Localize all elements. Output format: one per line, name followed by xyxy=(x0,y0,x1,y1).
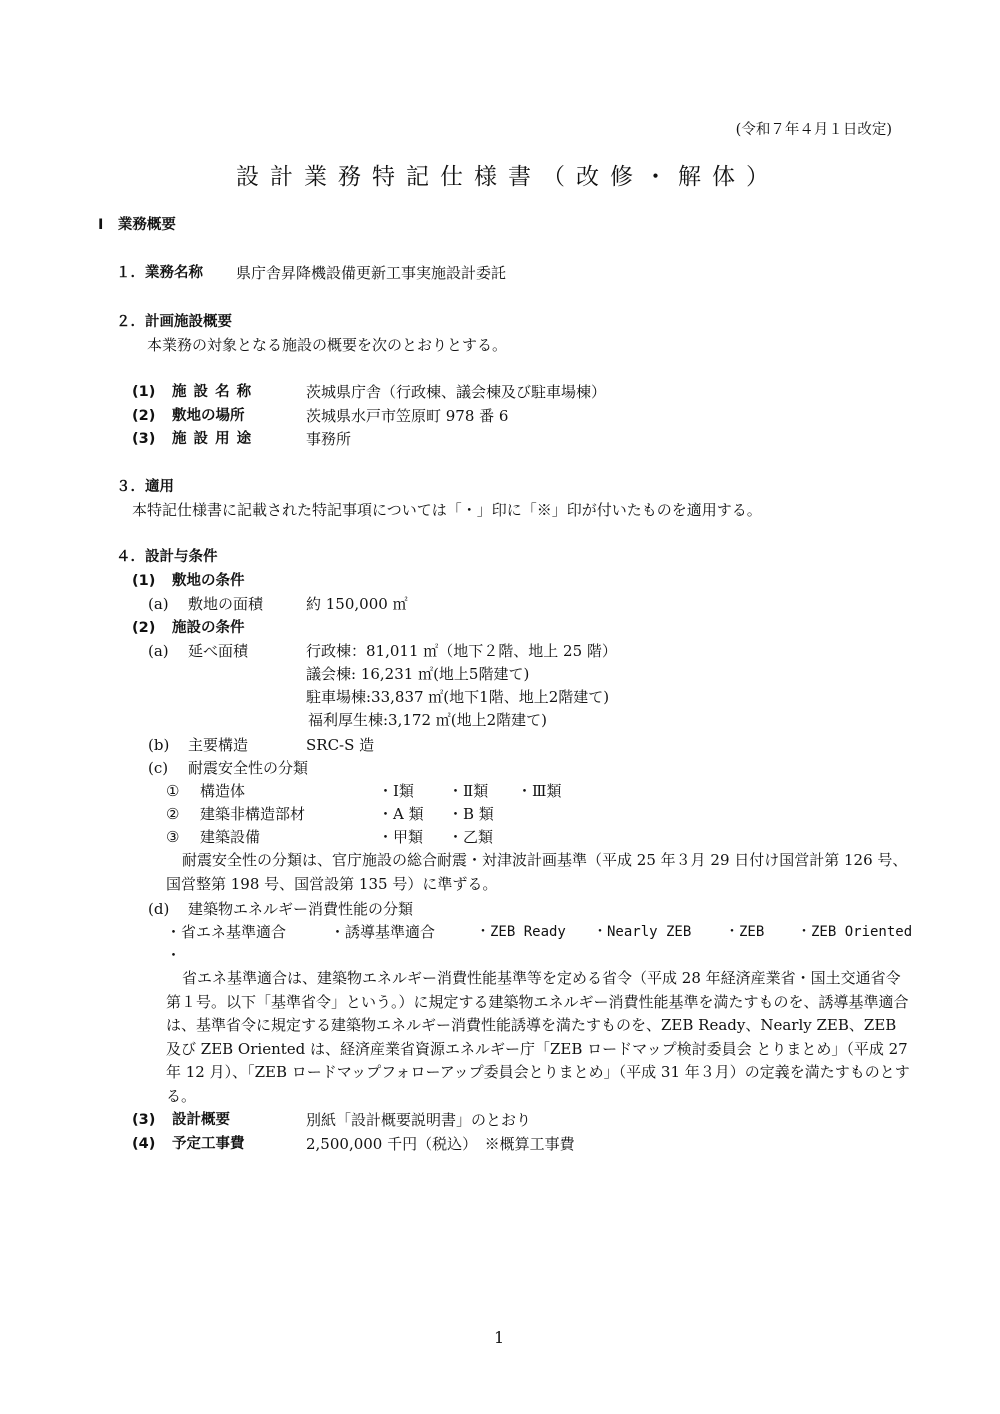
item1-value: 県庁舎昇降機設備更新工事実施設計委託 xyxy=(236,264,507,282)
subitem-label: 耐震安全性の分類 xyxy=(188,759,309,777)
sub-num: (1) xyxy=(132,573,156,589)
facility-row-label: 施 設 名 称 xyxy=(172,384,253,400)
item3-heading: ３．適用 xyxy=(116,479,174,495)
seismic-note: 耐震安全性の分類は、官庁施設の総合耐震・対津波計画基準（平成 25 年３月 29 日付け国営計第 126 号、国営整第 198 号、国営設第 135 号）に準ずる。 xyxy=(166,851,908,893)
seismic-option: ・Ⅱ類 xyxy=(448,782,489,800)
facility-row-num: (1) xyxy=(132,384,156,400)
subitem-num: (b) xyxy=(148,736,170,754)
subitem-num: (c) xyxy=(148,759,169,777)
floor-area-line: 議会棟: 16,231 ㎡(地上5階建て) xyxy=(306,665,530,683)
subitem-value: SRC-S 造 xyxy=(306,736,375,754)
item2-heading: ２．計画施設概要 xyxy=(116,314,232,330)
sub-num: (2) xyxy=(132,620,156,636)
seismic-option: ・B 類 xyxy=(448,805,494,823)
floor-area-line: 福利厚生棟:3,172 ㎡(地上2階建て) xyxy=(308,711,548,729)
revision-note: (令和７年４月１日改定) xyxy=(735,122,892,138)
subitem-label: 延べ面積 xyxy=(188,642,249,660)
seismic-option: ・A 類 xyxy=(378,805,424,823)
item4-heading: ４．設計与条件 xyxy=(116,549,218,565)
sub-value: 2,500,000 千円（税込） ※概算工事費 xyxy=(306,1135,575,1153)
subitem-label: 建築物エネルギー消費性能の分類 xyxy=(188,900,414,918)
document-title: 設計業務特記仕様書（改修・解体） xyxy=(236,164,780,190)
floor-area-line: 駐車場棟:33,837 ㎡(地下1階、地上2階建て) xyxy=(306,688,610,706)
energy-note: 省エネ基準適合は、建築物エネルギー消費性能基準等を定める省令（平成 28 年経済産業省・国土交通省令第１号。以下「基準省令」という。）に規定する建築物エネルギー消費性能基準を満たすものを、誘導基準適合は、基準省令に規定する建築物エネルギー消費性能誘導を満たすものを、ZEB Ready、Nearly ZEB、ZEB 及び ZEB Oriented は、経済産業省資源エネルギー庁「ZEB ロードマップ検討委員会 とりまとめ」（平成 27 年 12 月）、「ZEB ロードマップフォローアップ委員会とりまとめ」（平成 31 年３月）の定義を満たすものとする。 xyxy=(166,969,910,1105)
floor-area-line: 行政棟：81,011 ㎡（地下２階、地上 25 階） xyxy=(306,642,617,660)
facility-row-value: 事務所 xyxy=(306,430,352,448)
subitem-label: 敷地の面積 xyxy=(188,595,264,613)
subitem-value: 約 150,000 ㎡ xyxy=(306,595,408,613)
sub-value: 別紙「設計概要説明書」のとおり xyxy=(306,1111,532,1129)
sub-label: 予定工事費 xyxy=(172,1136,245,1152)
section-heading: Ⅰ 業務概要 xyxy=(98,217,176,233)
energy-option: ・省エネ基準適合 xyxy=(166,923,287,941)
energy-option: ・誘導基準適合 xyxy=(330,923,436,941)
facility-row-value: 茨城県水戸市笠原町 978 番 6 xyxy=(306,407,509,425)
seismic-row-label: 構造体 xyxy=(200,782,246,800)
seismic-option: ・乙類 xyxy=(448,828,494,846)
item1-heading: １．業務名称 xyxy=(116,265,203,281)
subitem-num: (d) xyxy=(148,900,170,918)
subitem-num: (a) xyxy=(148,595,169,613)
sub-num: (4) xyxy=(132,1136,156,1152)
subitem-label: 主要構造 xyxy=(188,736,249,754)
seismic-row-label: 建築設備 xyxy=(200,828,261,846)
seismic-row-label: 建築非構造部材 xyxy=(200,805,306,823)
seismic-row-num: ③ xyxy=(166,828,180,846)
energy-option: ・ZEB Ready xyxy=(476,924,566,940)
facility-row-label: 施 設 用 途 xyxy=(172,431,253,447)
seismic-option: ・Ⅲ類 xyxy=(517,782,562,800)
sub-num: (3) xyxy=(132,1112,156,1128)
energy-option: ・ZEB xyxy=(725,924,765,940)
sub-label: 設計概要 xyxy=(172,1112,230,1128)
seismic-option: ・甲類 xyxy=(378,828,424,846)
facility-row-label: 敷地の場所 xyxy=(172,408,245,424)
sub-label: 敷地の条件 xyxy=(172,573,245,589)
facility-row-num: (3) xyxy=(132,431,156,447)
item3-text: 本特記仕様書に記載された特記事項については「・」印に「※」印が付いたものを適用する。 xyxy=(132,501,762,519)
seismic-row-num: ① xyxy=(166,782,180,800)
seismic-row-num: ② xyxy=(166,805,180,823)
item2-intro: 本業務の対象となる施設の概要を次のとおりとする。 xyxy=(147,336,508,354)
subitem-num: (a) xyxy=(148,642,169,660)
sub-label: 施設の条件 xyxy=(172,620,245,636)
energy-option: ・Nearly ZEB xyxy=(593,924,692,940)
energy-option-extra: ・ xyxy=(166,946,182,964)
facility-row-num: (2) xyxy=(132,408,156,424)
energy-option: ・ZEB Oriented xyxy=(797,924,913,940)
page-number: 1 xyxy=(494,1328,505,1347)
seismic-option: ・Ⅰ類 xyxy=(378,782,414,800)
facility-row-value: 茨城県庁舎（行政棟、議会棟及び駐車場棟） xyxy=(306,383,607,401)
